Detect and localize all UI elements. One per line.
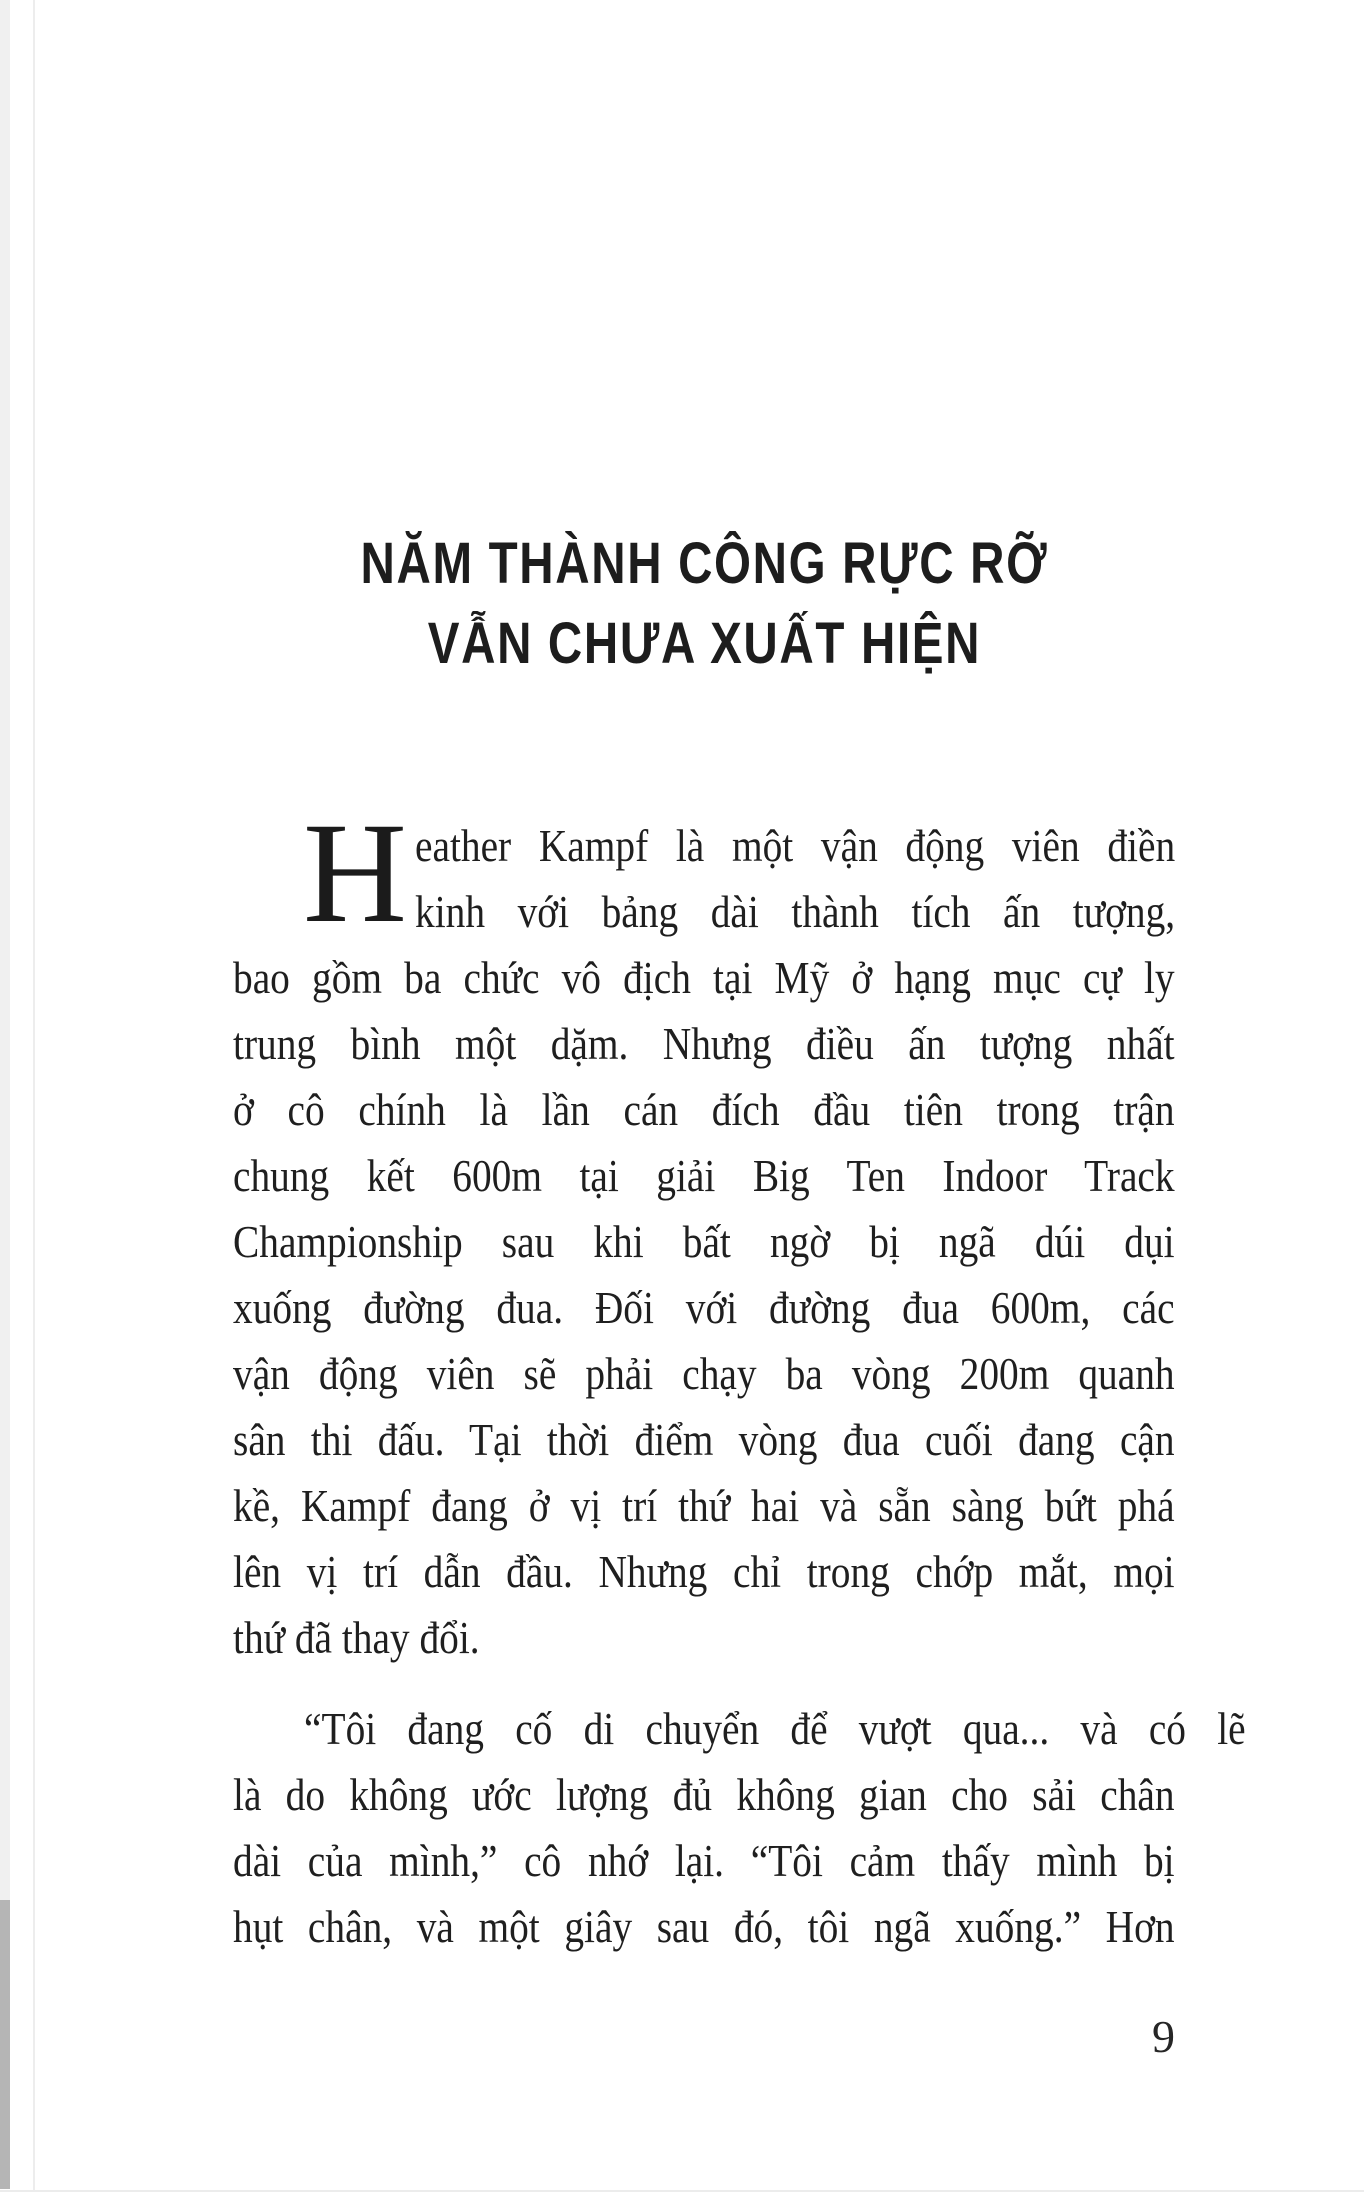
text-line: kinh với bảng dài thành tích ấn tượng, [415,886,1176,937]
text-line: eather Kampf là một vận động viên điền [415,820,1176,871]
text-line: sân thi đấu. Tại thời điểm vòng đua cuối đang cận [233,1414,1175,1465]
scan-bottom-edge-line [0,2190,1364,2192]
text-line: Championship sau khi bất ngờ bị ngã dúi dụi [233,1216,1175,1267]
drop-cap: H [303,794,407,953]
chapter-title-line-2: VẪN CHƯA XUẤT HIỆN [427,611,981,676]
text-line: hụt chân, và một giây sau đó, tôi ngã xuống.” Hơn [233,1901,1175,1952]
scan-page-edge-line [33,0,35,2191]
text-line: bao gồm ba chức vô địch tại Mỹ ở hạng mục cự ly [233,952,1175,1003]
text-line: xuống đường đua. Đối với đường đua 600m, các [233,1282,1175,1333]
scan-edge-strip-dark [0,1900,10,2189]
text-line: chung kết 600m tại giải Big Ten Indoor Track [233,1150,1175,1201]
chapter-title [233,524,1175,684]
text-line: lên vị trí dẫn đầu. Nhưng chỉ trong chớp mắt, mọi [233,1546,1175,1597]
text-line: ở cô chính là lần cán đích đầu tiên trong trận [233,1084,1175,1135]
scan-edge-strip-light [0,0,10,1900]
chapter-title-line-1: NĂM THÀNH CÔNG RỰC RỠ [360,531,1048,596]
text-line: thứ đã thay đổi. [233,1612,480,1663]
text-line: “Tôi đang cố di chuyển để vượt qua... và có lẽ [304,1703,1246,1754]
text-line: kề, Kampf đang ở vị trí thứ hai và sẵn sàng bứt phá [233,1480,1175,1531]
paragraph-gap [233,1671,1175,1696]
paragraph-1 [233,813,1246,1960]
text-line: là do không ước lượng đủ không gian cho sải chân [233,1769,1175,1820]
text-line: vận động viên sẽ phải chạy ba vòng 200m quanh [233,1348,1175,1399]
text-line: dài của mình,” cô nhớ lại. “Tôi cảm thấy mình bị [233,1835,1175,1886]
page-number: 9 [1152,2011,1175,2062]
text-line: trung bình một dặm. Nhưng điều ấn tượng nhất [233,1018,1175,1069]
